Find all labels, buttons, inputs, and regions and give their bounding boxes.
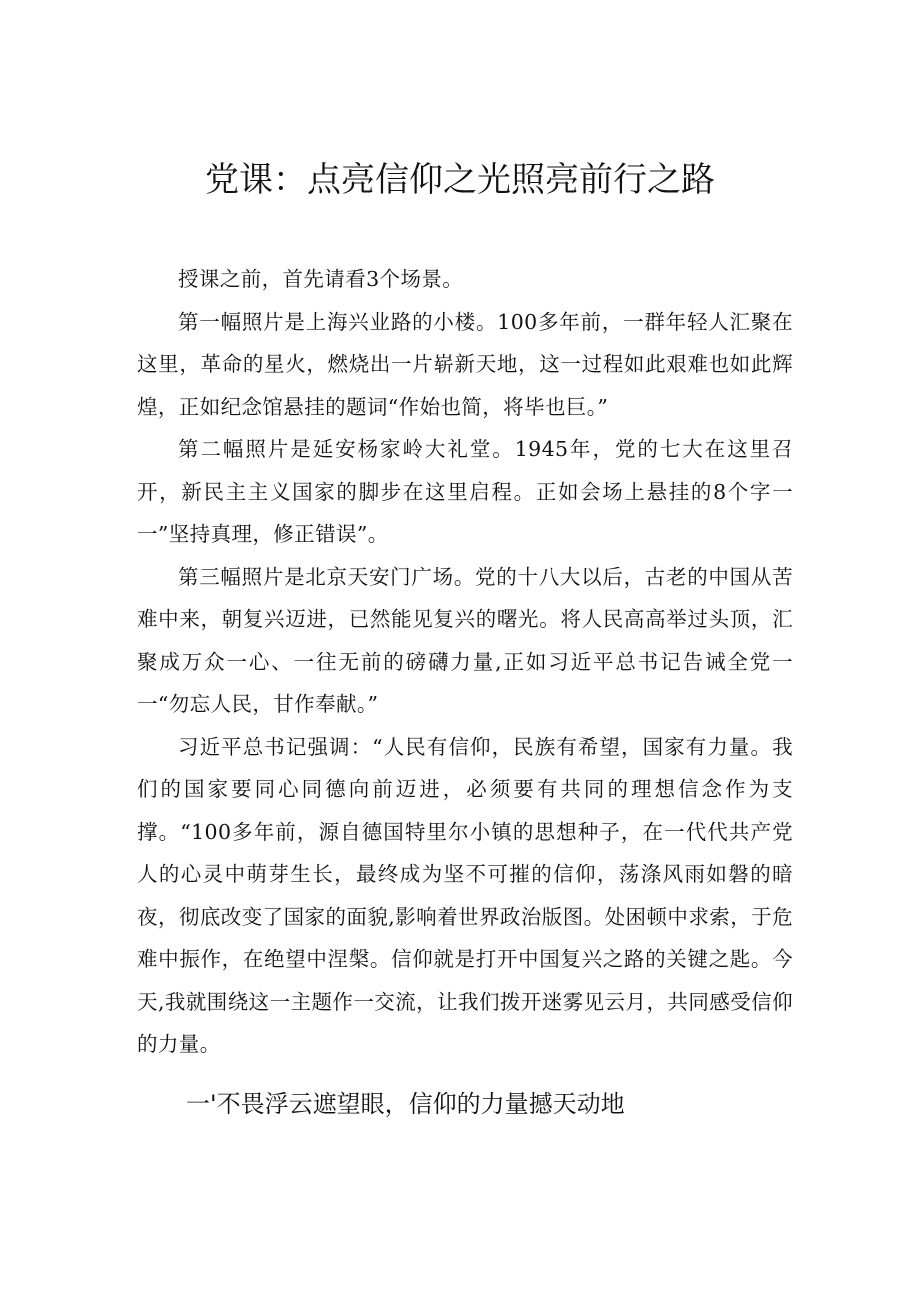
paragraph-scene-three: 第三幅照片是北京天安门广场。党的十八大以后，古老的中国从苦难中来，朝复兴迈进，已然能见复兴的曙光。将人民高高举过头顶，汇聚成万众一心、一往无前的磅礴力量,正如习近平总书记告诫全党一一“勿忘人民，甘作奉献。” — [137, 564, 793, 716]
paragraph-intro: 授课之前，首先请看3个场景。 — [178, 267, 464, 291]
document-body — [137, 258, 793, 1066]
document-title: 党课：点亮信仰之光照亮前行之路 — [205, 160, 715, 200]
paragraph-quote: 习近平总书记强调：“人民有信仰，民族有希望，国家有力量。我们的国家要同心同德向前迈进，必须要有共同的理想信念作为支撑。“100多年前，源自德国特里尔小镇的思想种子，在一代代共产党人的心灵中萌芽生长，最终成为坚不可摧的信仰，荡涤风雨如磐的暗夜，彻底改变了国家的面貌,影响着世界政治版图。处困顿中求索，于危难中振作，在绝望中涅槃。信仰就是打开中国复兴之路的关键之匙。今天,我就围绕这一主题作一交流，让我们拨开迷雾见云月，共同感受信仰的力量。 — [137, 734, 793, 1056]
paragraph-scene-two: 第二幅照片是延安杨家岭大礼堂。1945年，党的七大在这里召开，新民主主义国家的脚步在这里启程。正如会场上悬挂的8个字一一”坚持真理，修正错误”。 — [137, 437, 793, 546]
section-heading: 一'不畏浮云遮望眼，信仰的力量撼天动地 — [186, 1090, 625, 1118]
paragraph-scene-one: 第一幅照片是上海兴业路的小楼。100多年前，一群年轻人汇聚在这里，革命的星火，燃烧出一片崭新天地，这一过程如此艰难也如此辉煌，正如纪念馆悬挂的题词“作始也简，将毕也巨。” — [137, 309, 793, 419]
